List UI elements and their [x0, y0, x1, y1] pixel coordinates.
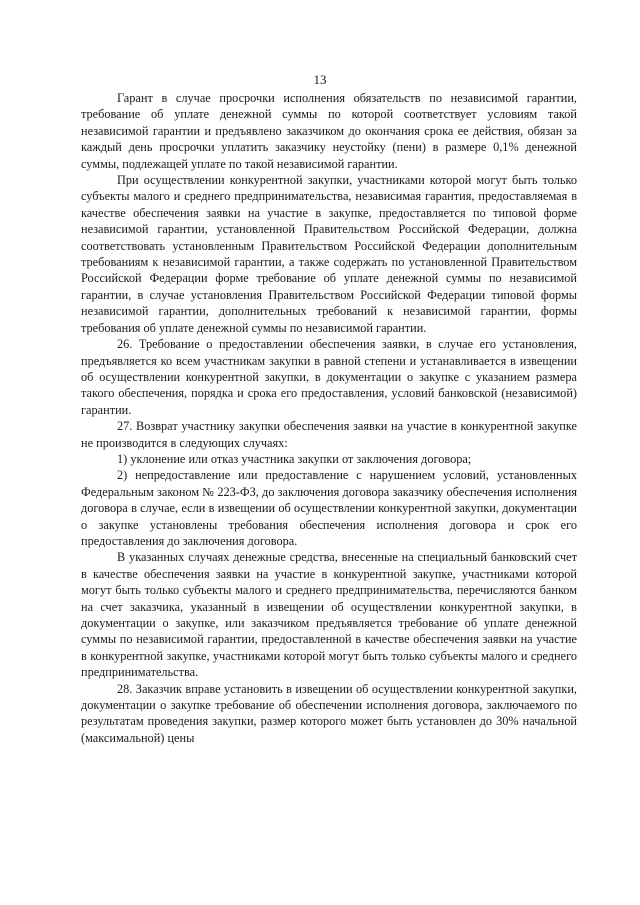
- document-body: [81, 90, 577, 746]
- page-number: 13: [313, 72, 327, 87]
- paragraph-sme-guarantee: При осуществлении конкурентной закупки, участниками которой могут быть только субъекты малого и среднего предпринимательства, независимая гарантия, предоставляемая в качестве обеспечения заявки на участие в закупке, предоставляется по типовой форме независимой гарантии, установленной Правительством Российской Федерации, должна соответствовать установленным Правительством Российской Федерации дополнительным требованиям к независимой гарантии, а также содержать по установленной Правительством Российской Федерации форме требование об уплате денежной суммы по независимой гарантии, в случае установления Правительством Российской Федерации типовой формы независимой гарантии, дополнительных требований к независимой гарантии, формы требования об уплате денежной суммы по независимой гарантии.: [81, 173, 577, 335]
- paragraph-guarantor-penalty: Гарант в случае просрочки исполнения обязательств по независимой гарантии, требование об уплате денежной суммы по которой соответствует условиям такой независимой гарантии и предъявлено заказчиком до окончания срока ее действия, обязан за каждый день просрочки уплатить заказчику неустойку (пени) в размере 0,1% денежной суммы, подлежащей уплате по такой независимой гарантии.: [81, 91, 577, 171]
- paragraph-clause-28: 28. Заказчик вправе установить в извещении об осуществлении конкурентной закупки, документации о закупке требование об обеспечении исполнения договора, заключаемого по результатам проведения закупки, размер которого может быть установлен до 30% начальной (максимальной) цены: [81, 681, 577, 745]
- paragraph-clause-27: 27. Возврат участнику закупки обеспечения заявки на участие в конкурентной закупке не производится в следующих случаях:: [81, 419, 577, 450]
- paragraph-funds-transfer: В указанных случаях денежные средства, внесенные на специальный банковский счет в качестве обеспечения заявки на участие в конкурентной закупке, участниками которой могут быть только субъекты малого и среднего предпринимательства, перечисляются банком на счет заказчика, указанный в извещении об осуществлении конкурентной закупки, в документации о закупке, или заказчиком предъявляется требование об уплате денежной суммы по независимой гарантии, предоставленной в качестве обеспечения заявки на участие в конкурентной закупке, участниками которой могут быть только субъекты малого и среднего предпринимательства.: [81, 550, 577, 680]
- paragraph-clause-26: 26. Требование о предоставлении обеспечения заявки, в случае его установления, предъявляется ко всем участникам закупки в равной степени и устанавливается в извещении об осуществлении конкурентной закупки, в документации о закупке с указанием размера такого обеспечения, порядка и срока его предоставления, условий банковской (независимой) гарантии.: [81, 337, 577, 417]
- paragraph-clause-27-item-1: 1) уклонение или отказ участника закупки от заключения договора;: [117, 451, 472, 466]
- paragraph-clause-27-item-2: 2) непредоставление или предоставление с нарушением условий, установленных Федеральным законом № 223-ФЗ, до заключения договора заказчику обеспечения исполнения договора в случае, если в извещении об осуществлении конкурентной закупки, документации о закупке установлены требования обеспечения исполнения договора и срок его предоставления до заключения договора.: [81, 468, 577, 548]
